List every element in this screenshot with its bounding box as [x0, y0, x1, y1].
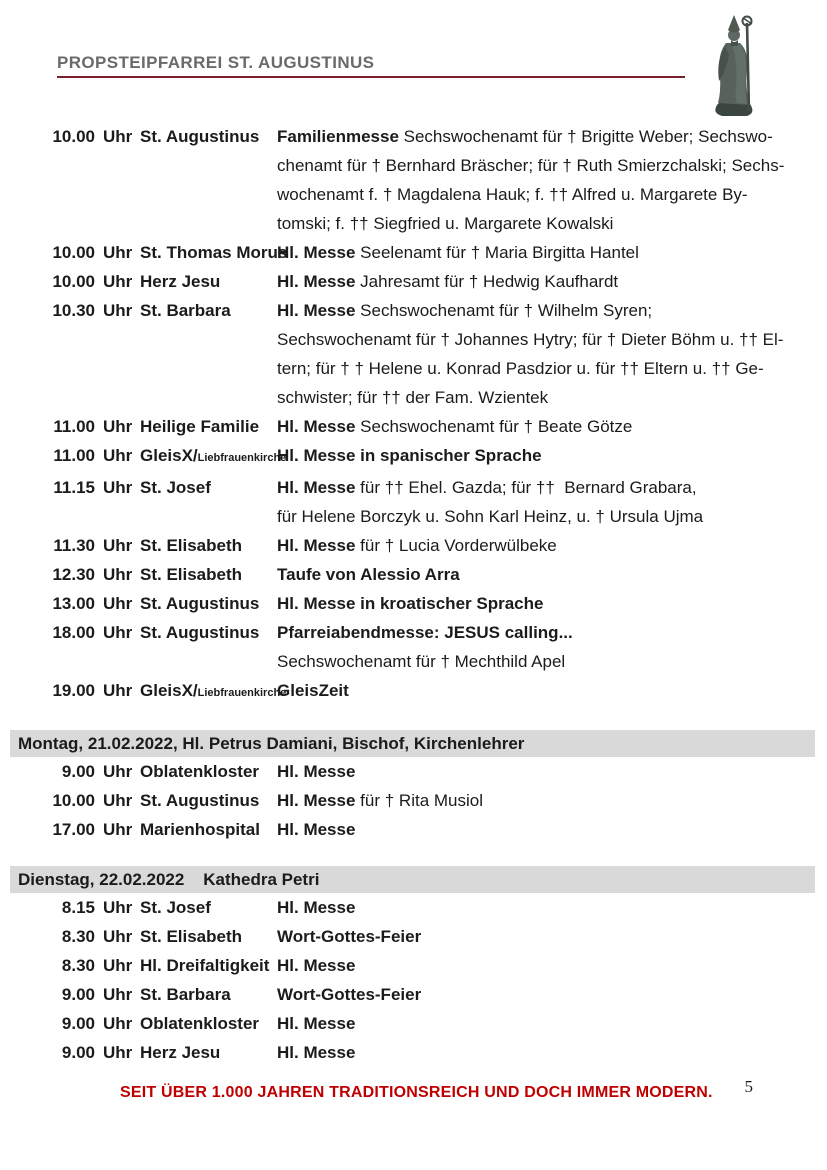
event-location: St. Augustinus	[140, 791, 260, 810]
time-unit-label: Uhr	[103, 594, 133, 613]
description-bold-text: Hl. Messe	[277, 898, 356, 917]
event-time: 10.00	[52, 243, 95, 262]
description-bold-text: Hl. Messe	[277, 478, 356, 497]
event-location: Herz Jesu	[140, 1043, 221, 1062]
description-bold-text: Wort-Gottes-Feier	[277, 927, 422, 946]
time-unit-label: Uhr	[103, 681, 133, 700]
event-description	[277, 951, 827, 980]
description-text: tern; für † † Helene u. Konrad Pasdzior u. für †† Eltern u. †† Ge-	[277, 359, 764, 378]
event-location: Oblatenkloster	[140, 762, 260, 781]
description-line	[277, 441, 827, 470]
time-unit-label: Uhr	[103, 623, 133, 642]
description-line	[277, 676, 827, 705]
description-line	[277, 922, 827, 951]
event-location: St. Augustinus	[140, 623, 260, 642]
description-text: Sechswochenamt für † Wilhelm Syren;	[360, 301, 653, 320]
description-line	[277, 354, 827, 383]
event-time: 10.00	[52, 127, 95, 146]
event-location: St. Augustinus	[140, 127, 260, 146]
event-time: 18.00	[52, 623, 95, 642]
schedule-row	[30, 238, 827, 267]
event-time: 9.00	[61, 762, 95, 781]
time-unit-label: Uhr	[103, 898, 133, 917]
description-bold-text: Hl. Messe	[277, 417, 356, 436]
event-description	[277, 122, 827, 238]
description-line	[277, 180, 827, 209]
event-description	[277, 815, 827, 844]
schedule-row	[30, 560, 827, 589]
description-bold-text: Hl. Messe	[277, 536, 356, 555]
description-bold-text: Hl. Messe in spanischer Sprache	[277, 446, 542, 465]
day-heading: Dienstag, 22.02.2022 Kathedra Petri	[10, 866, 815, 893]
description-line	[277, 473, 827, 502]
description-text: wochenamt f. † Magdalena Hauk; f. †† Alfred u. Margarete By-	[277, 185, 748, 204]
description-text: chenamt für † Bernhard Bräscher; für † Ruth Smierzchalski; Sechs-	[277, 156, 785, 175]
event-location: St. Barbara	[140, 301, 231, 320]
event-description	[277, 618, 827, 676]
event-time: 11.30	[53, 536, 95, 555]
event-location: GleisX/Liebfrauenkirche	[140, 681, 287, 700]
description-line	[277, 412, 827, 441]
description-bold-text: Hl. Messe	[277, 301, 356, 320]
event-time: 11.00	[53, 417, 95, 436]
schedule-row	[30, 757, 827, 786]
time-unit-label: Uhr	[103, 243, 133, 262]
event-time: 9.00	[61, 1014, 95, 1033]
description-bold-text: Pfarreiabendmesse: JESUS calling...	[277, 623, 573, 642]
description-text: Jahresamt für † Hedwig Kaufhardt	[360, 272, 619, 291]
page-number: 5	[744, 1077, 753, 1096]
event-location: Hl. Dreifaltigkeit	[140, 956, 270, 975]
description-line	[277, 893, 827, 922]
description-bold-text: Hl. Messe in kroatischer Sprache	[277, 594, 544, 613]
schedule-row	[30, 951, 827, 980]
event-description	[277, 296, 827, 412]
time-unit-label: Uhr	[103, 536, 133, 555]
schedule-row	[30, 618, 827, 676]
event-description	[277, 922, 827, 951]
description-bold-text: Hl. Messe	[277, 956, 356, 975]
schedule-row	[30, 922, 827, 951]
schedule-row	[30, 1009, 827, 1038]
event-time: 17.00	[52, 820, 95, 839]
event-time: 10.00	[52, 272, 95, 291]
description-line	[277, 560, 827, 589]
description-line	[277, 1038, 827, 1067]
time-unit-label: Uhr	[103, 1014, 133, 1033]
time-unit-label: Uhr	[103, 417, 133, 436]
description-text: schwister; für †† der Fam. Wzientek	[277, 388, 549, 407]
event-location-suffix: Liebfrauenkirche	[197, 687, 287, 699]
description-line	[277, 502, 827, 531]
event-description	[277, 473, 827, 531]
event-time: 11.15	[53, 478, 95, 497]
event-location-suffix: Liebfrauenkirche	[197, 452, 287, 464]
time-unit-label: Uhr	[103, 956, 133, 975]
event-time: 19.00	[52, 681, 95, 700]
description-text: Sechswochenamt für † Johannes Hytry; für † Dieter Böhm u. †† El-	[277, 330, 784, 349]
time-unit-label: Uhr	[103, 985, 133, 1004]
event-location: St. Elisabeth	[140, 565, 243, 584]
schedule-section	[18, 730, 827, 844]
footer-motto: SEIT ÜBER 1.000 JAHREN TRADITIONSREICH UND DOCH IMMER MODERN.	[120, 1084, 713, 1101]
event-location: Herz Jesu	[140, 272, 221, 291]
description-line	[277, 815, 827, 844]
description-line	[277, 589, 827, 618]
description-text: Sechswochenamt für † Brigitte Weber; Sechswo-	[403, 127, 773, 146]
event-location: St. Elisabeth	[140, 927, 243, 946]
event-location: St. Elisabeth	[140, 536, 243, 555]
description-bold-text: Hl. Messe	[277, 791, 356, 810]
description-text: für †† Ehel. Gazda; für †† Bernard Grabara,	[360, 478, 697, 497]
event-time: 10.30	[52, 301, 95, 320]
description-line	[277, 238, 827, 267]
bishop-statue-icon	[705, 10, 763, 118]
time-unit-label: Uhr	[103, 791, 133, 810]
description-line	[277, 531, 827, 560]
description-line	[277, 786, 827, 815]
schedule-section	[18, 866, 827, 1067]
day-heading: Montag, 21.02.2022, Hl. Petrus Damiani, Bischof, Kirchenlehrer	[10, 730, 815, 757]
description-bold-text: Familienmesse	[277, 127, 399, 146]
description-line	[277, 325, 827, 354]
description-bold-text: Wort-Gottes-Feier	[277, 985, 422, 1004]
description-text: für † Rita Musiol	[360, 791, 483, 810]
schedule-row	[30, 267, 827, 296]
event-location: St. Barbara	[140, 985, 231, 1004]
time-unit-label: Uhr	[103, 820, 133, 839]
event-description	[277, 676, 827, 708]
schedule-row	[30, 296, 827, 412]
time-unit-label: Uhr	[103, 565, 133, 584]
event-location: GleisX/Liebfrauenkirche	[140, 446, 287, 465]
event-time: 13.00	[52, 594, 95, 613]
schedule-row	[30, 815, 827, 844]
description-text: für Helene Borczyk u. Sohn Karl Heinz, u. † Ursula Ujma	[277, 507, 704, 526]
description-text: für † Lucia Vorderwülbeke	[360, 536, 557, 555]
event-location: St. Josef	[140, 898, 211, 917]
page-footer	[0, 1077, 827, 1124]
event-description	[277, 441, 827, 473]
event-location: St. Thomas Morus	[140, 243, 288, 262]
event-description	[277, 267, 827, 296]
description-line	[277, 383, 827, 412]
description-bold-text: Hl. Messe	[277, 1014, 356, 1033]
description-line	[277, 757, 827, 786]
page-header	[0, 0, 827, 122]
title-underline	[57, 76, 685, 78]
event-description	[277, 531, 827, 560]
event-time: 11.00	[53, 446, 95, 465]
description-bold-text: Hl. Messe	[277, 243, 356, 262]
event-time: 8.30	[61, 956, 95, 975]
time-unit-label: Uhr	[103, 762, 133, 781]
event-description	[277, 560, 827, 589]
time-unit-label: Uhr	[103, 478, 133, 497]
event-time: 9.00	[61, 985, 95, 1004]
schedule-row	[30, 786, 827, 815]
schedule-list	[0, 122, 827, 1067]
description-line	[277, 951, 827, 980]
description-text: Sechswochenamt für † Beate Götze	[360, 417, 633, 436]
event-description	[277, 238, 827, 267]
description-line	[277, 618, 827, 647]
description-line	[277, 122, 827, 151]
schedule-row	[30, 980, 827, 1009]
event-time: 8.30	[61, 927, 95, 946]
description-text: Sechswochenamt für † Mechthild Apel	[277, 652, 566, 671]
description-bold-text: Taufe von Alessio Arra	[277, 565, 460, 584]
event-location: St. Josef	[140, 478, 211, 497]
schedule-row	[30, 122, 827, 238]
schedule-row	[30, 412, 827, 441]
event-description	[277, 589, 827, 618]
description-bold-text: Hl. Messe	[277, 762, 356, 781]
description-bold-text: Hl. Messe	[277, 820, 356, 839]
time-unit-label: Uhr	[103, 1043, 133, 1062]
event-description	[277, 1038, 827, 1067]
event-location: St. Augustinus	[140, 594, 260, 613]
schedule-row	[30, 473, 827, 531]
schedule-row	[30, 531, 827, 560]
event-time: 10.00	[52, 791, 95, 810]
description-line	[277, 980, 827, 1009]
event-description	[277, 412, 827, 441]
event-description	[277, 757, 827, 786]
time-unit-label: Uhr	[103, 127, 133, 146]
schedule-row	[30, 676, 827, 708]
description-line	[277, 209, 827, 238]
description-line	[277, 647, 827, 676]
time-unit-label: Uhr	[103, 927, 133, 946]
description-line	[277, 296, 827, 325]
event-location: Marienhospital	[140, 820, 260, 839]
schedule-row	[30, 1038, 827, 1067]
description-line	[277, 1009, 827, 1038]
page-title: PROPSTEIPFARREI ST. AUGUSTINUS	[57, 53, 375, 72]
description-text: tomski; f. †† Siegfried u. Margarete Kowalski	[277, 214, 614, 233]
description-text: Seelenamt für † Maria Birgitta Hantel	[360, 243, 639, 262]
event-description	[277, 893, 827, 922]
schedule-section	[30, 122, 827, 708]
schedule-row	[30, 589, 827, 618]
description-line	[277, 267, 827, 296]
time-unit-label: Uhr	[103, 272, 133, 291]
description-bold-text: Hl. Messe	[277, 272, 356, 291]
event-time: 9.00	[61, 1043, 95, 1062]
time-unit-label: Uhr	[103, 446, 133, 465]
description-line	[277, 151, 827, 180]
description-bold-text: Hl. Messe	[277, 1043, 356, 1062]
event-location: Heilige Familie	[140, 417, 260, 436]
schedule-row	[30, 893, 827, 922]
event-time: 8.15	[61, 898, 95, 917]
event-time: 12.30	[52, 565, 95, 584]
event-description	[277, 786, 827, 815]
description-bold-text: GleisZeit	[277, 681, 349, 700]
time-unit-label: Uhr	[103, 301, 133, 320]
event-description	[277, 1009, 827, 1038]
schedule-row	[30, 441, 827, 473]
event-location: Oblatenkloster	[140, 1014, 260, 1033]
event-description	[277, 980, 827, 1009]
